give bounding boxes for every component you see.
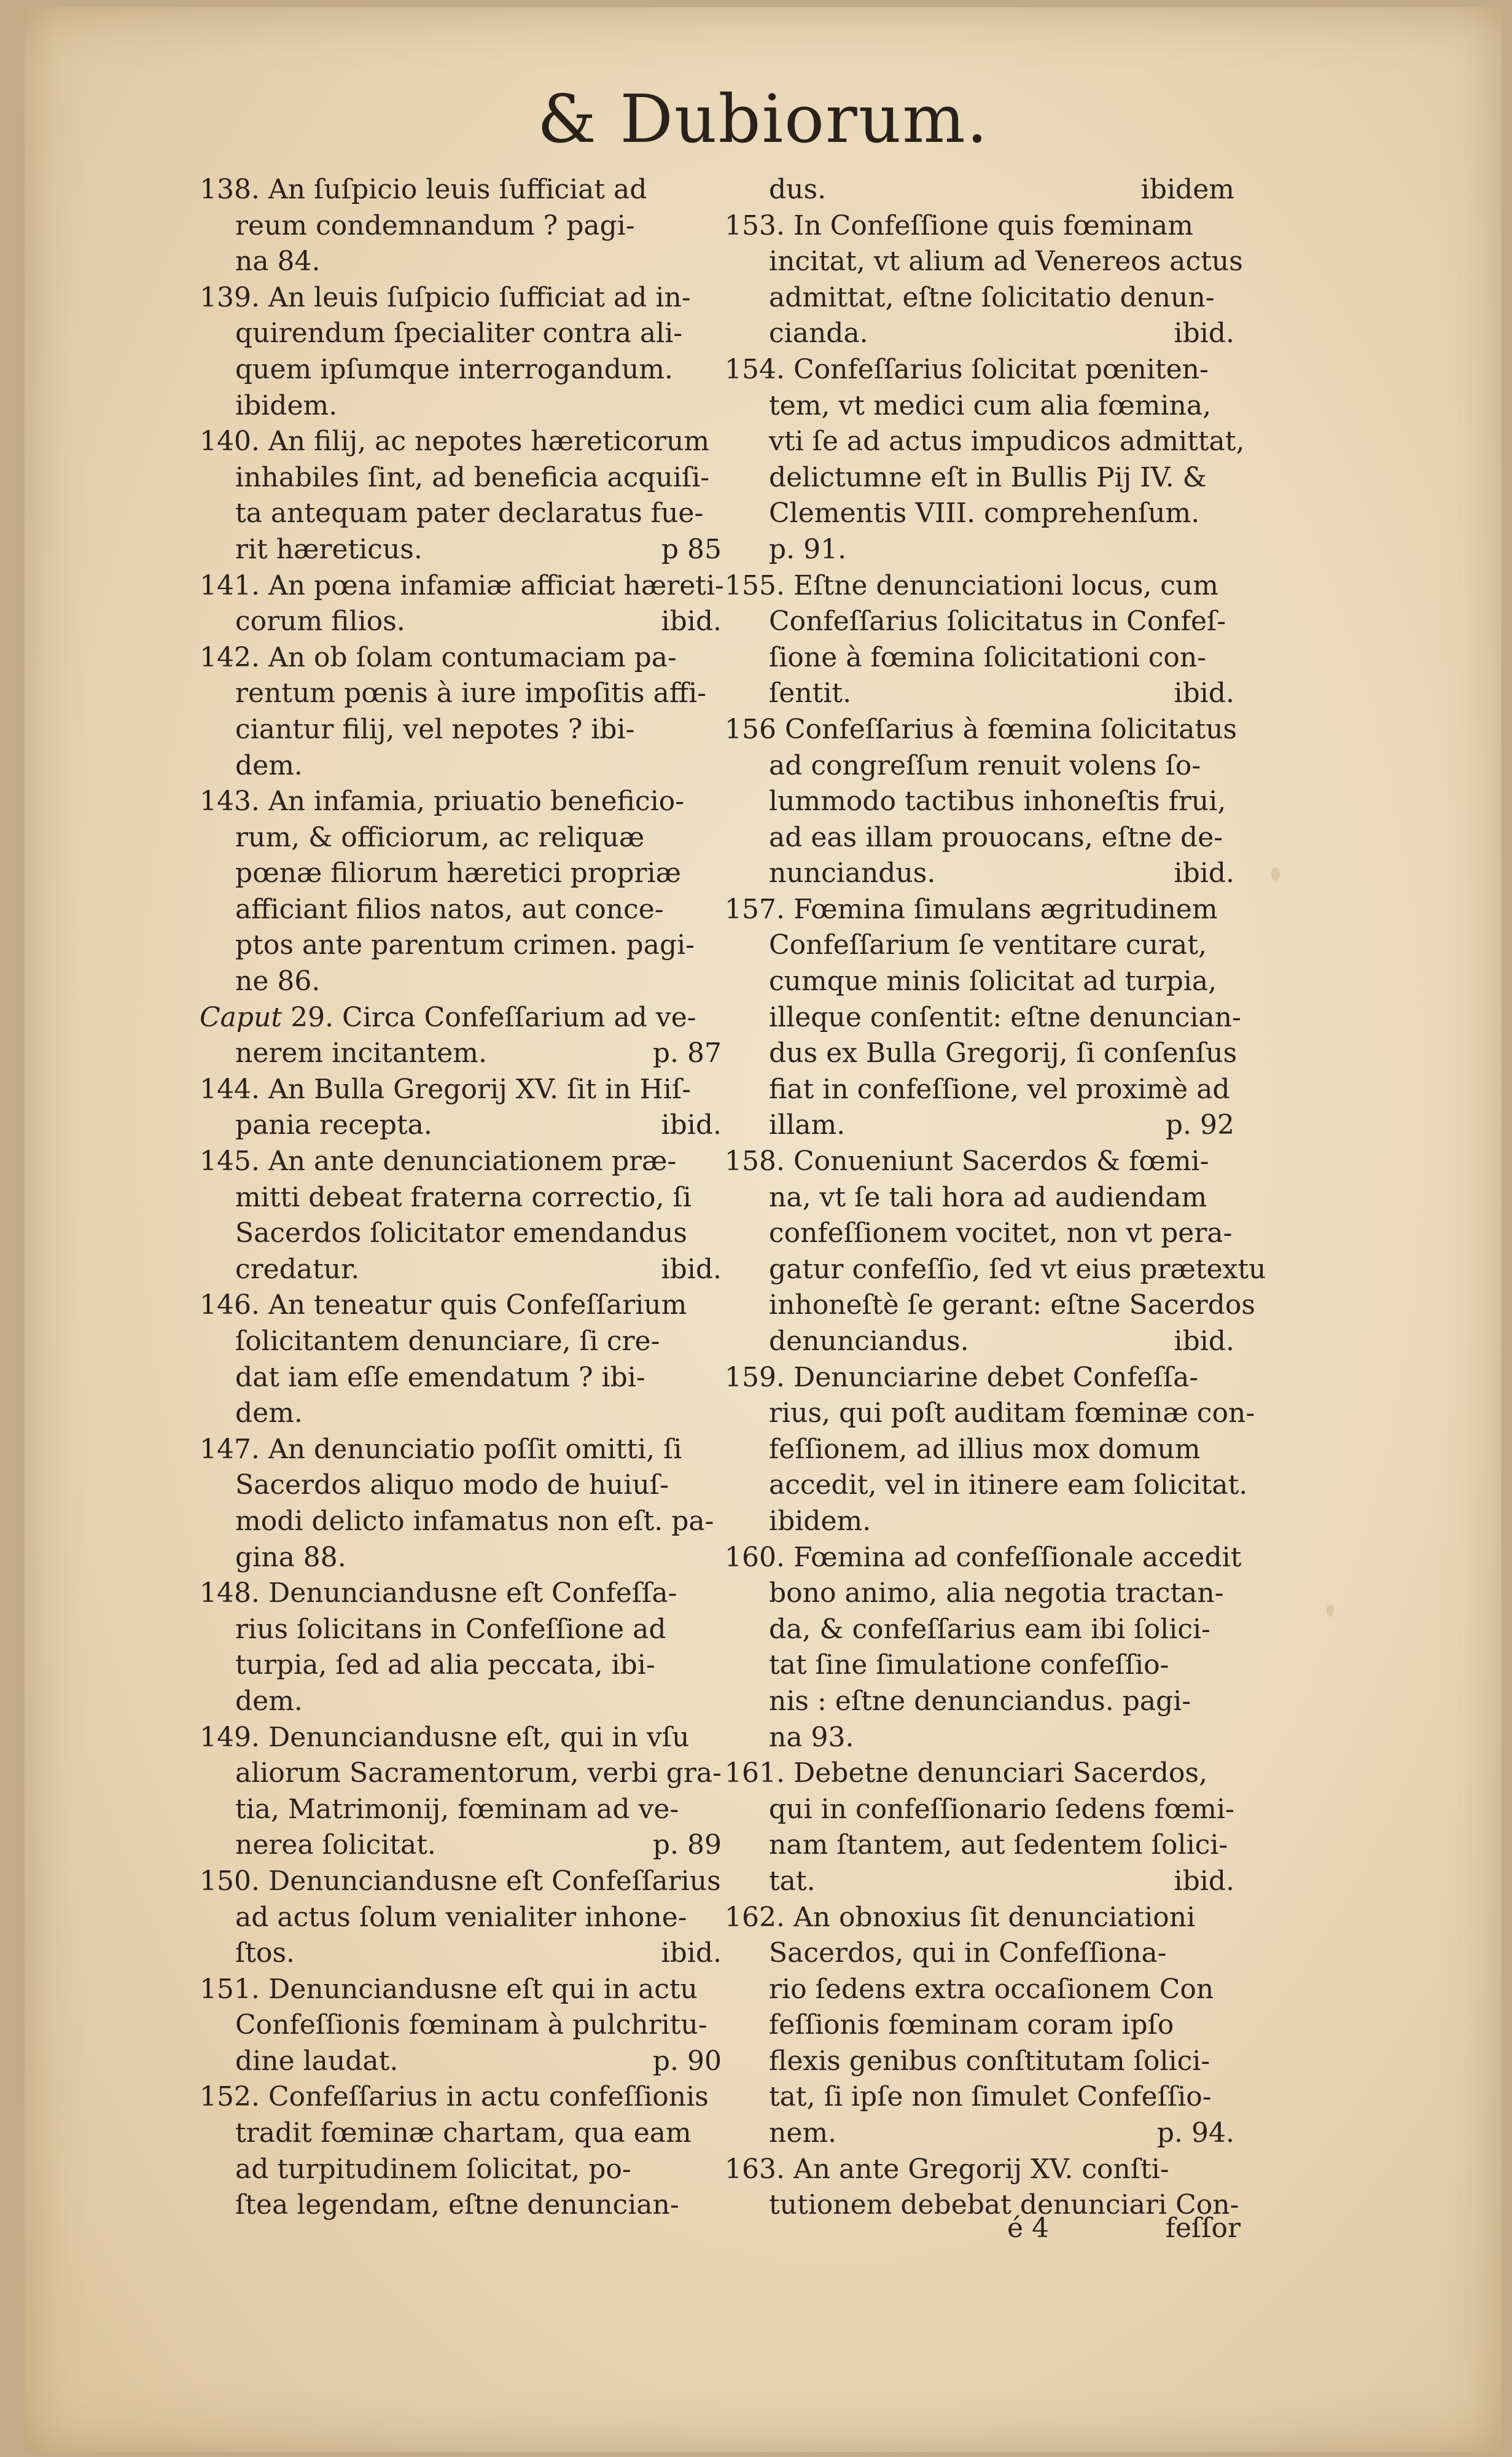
entry-text: mitti debeat fraterna correctio, ſi: [235, 1181, 692, 1213]
entry-line: [200, 316, 722, 352]
book-page: [25, 7, 1502, 2452]
index-entry: [725, 352, 1245, 568]
entry-text: 146. An teneatur quis Confeſſarium: [200, 1289, 687, 1321]
entry-line: [200, 1864, 722, 1900]
page-reference: ibid.: [1174, 1865, 1234, 1897]
entry-text: tutionem debebat denunciari Con-: [769, 2189, 1239, 2221]
entry-text: ta antequam pater declaratus fue-: [235, 498, 704, 529]
index-entry: [200, 1072, 722, 1144]
entry-text: confeſſionem vocitet, non vt pera-: [769, 1217, 1233, 1249]
chapter-heading: [200, 1000, 722, 1072]
entry-text: na 93.: [769, 1721, 854, 1753]
index-entry: [725, 892, 1241, 1144]
entry-line: [725, 460, 1234, 496]
entry-text: Sacerdos ſolicitator emendandus: [235, 1217, 688, 1249]
entry-text: aliorum Sacramentorum, verbi gra-: [235, 1757, 722, 1789]
entry-line: [725, 1180, 1234, 1216]
entry-line: [725, 1827, 1234, 1864]
entry-text: 153. In Confeſſione quis fœminam: [725, 209, 1193, 241]
entry-line: [200, 1467, 722, 1504]
ink-spot: [1271, 867, 1280, 881]
entry-text: 150. Denunciandusne eſt Confeſſarius: [200, 1865, 721, 1897]
entry-line: [725, 1504, 1234, 1540]
entry-text: reum condemnandum ? pagi-: [235, 209, 635, 241]
entry-line: [725, 424, 1245, 460]
index-entry: [725, 568, 1234, 712]
entry-text: corum filios.: [235, 606, 405, 638]
entry-text: ibidem.: [235, 389, 338, 421]
entry-text: cumque minis ſolicitat ad turpia,: [769, 966, 1217, 998]
index-entry: [200, 1576, 722, 1719]
entry-text: lummodo tactibus inhoneſtis frui,: [769, 786, 1226, 818]
entry-text: pœnæ filiorum hæretici propriæ: [235, 857, 681, 889]
entry-text: 154. Confeſſarius ſolicitat pœniten-: [725, 353, 1209, 385]
entry-text: rius, qui poſt auditam fœminæ con-: [769, 1397, 1255, 1429]
entry-line: [200, 172, 722, 208]
entry-line: [200, 352, 722, 388]
entry-text: modi delicto infamatus non eſt. pa-: [235, 1505, 714, 1537]
entry-line: [200, 460, 722, 496]
entry-text: Confeſſionis fœminam à pulchritu-: [235, 2009, 707, 2041]
entry-line: [725, 1324, 1234, 1360]
entry-text: nam ſtantem, aut ſedentem ſolici-: [769, 1829, 1228, 1861]
entry-line: [725, 388, 1234, 424]
left-column: [200, 172, 722, 2224]
entry-line: [200, 1576, 722, 1612]
entry-line: [200, 244, 722, 280]
entry-text: 151. Denunciandusne eſt qui in actu: [200, 1973, 698, 2005]
entry-text: 162. An obnoxius ſit denunciationi: [725, 1901, 1196, 1933]
entry-text: 148. Denunciandusne eſt Confeſſa-: [200, 1577, 677, 1609]
entry-line: [725, 2044, 1234, 2080]
entry-text: dem.: [235, 1397, 303, 1429]
index-entry: [200, 1720, 722, 1864]
entry-line: [200, 2187, 722, 2224]
entry-line: [725, 964, 1234, 1000]
entry-text: nerea ſolicitat.: [235, 1829, 436, 1861]
entry-line: [200, 964, 722, 1000]
entry-line: [725, 856, 1234, 892]
entry-text: rentum pœnis à iure impoſitis affi-: [235, 678, 707, 709]
index-entry: [200, 1287, 722, 1431]
entry-text: feſſionem, ad illius mox domum: [769, 1433, 1201, 1465]
entry-line: [725, 1000, 1241, 1036]
index-entry: [200, 568, 722, 640]
entry-text: ad turpitudinem ſolicitat, po-: [235, 2153, 631, 2185]
page-reference: ibid.: [661, 1253, 722, 1285]
entry-line: [725, 1900, 1234, 1936]
signature-mark: é 4: [1007, 2213, 1050, 2244]
index-entry: [725, 712, 1237, 892]
entry-text: 163. An ante Gregorij XV. conſti-: [725, 2153, 1169, 2185]
entry-text: dine laudat.: [235, 2045, 399, 2077]
entry-line: [725, 784, 1234, 820]
entry-text: 140. An filij, ac nepotes hæreticorum: [200, 426, 710, 458]
entry-text: ſolicitantem denunciare, ſi cre-: [235, 1326, 660, 1357]
entry-text: dem.: [235, 1685, 303, 1717]
entry-line: [200, 1360, 722, 1396]
entry-text: turpia, ſed ad alia peccata, ibi-: [235, 1649, 655, 1681]
entry-text: dus.: [769, 174, 827, 205]
page-reference: ibid.: [1174, 318, 1234, 350]
entry-line: [200, 1324, 722, 1360]
entry-line: [725, 1072, 1234, 1108]
entry-line: [200, 2079, 722, 2115]
page-reference: ibid.: [661, 1937, 722, 1969]
page-reference: ibid.: [1174, 678, 1234, 709]
entry-line: [725, 928, 1234, 964]
entry-text: 138. An ſuſpicio leuis ſufficiat ad: [200, 174, 647, 205]
entry-text: flexis genibus conſtitutam ſolici-: [769, 2045, 1210, 2077]
entry-line: [725, 172, 1234, 208]
entry-text: quirendum ſpecialiter contra ali-: [235, 318, 683, 350]
entry-text: 149. Denunciandusne eſt, qui in vſu: [200, 1721, 690, 1753]
entry-line: [725, 820, 1234, 856]
entry-text: Caput 29. Circa Confeſſarium ad ve-: [200, 1001, 696, 1033]
entry-text: quem ipſumque interrogandum.: [235, 353, 674, 385]
entry-line: [725, 640, 1234, 676]
entry-line: [200, 856, 722, 892]
entry-text: 141. An pœna infamiæ afficiat hæreti-: [200, 569, 724, 601]
entry-text: 145. An ante denunciationem præ-: [200, 1146, 677, 1178]
entry-text: ad eas illam prouocans, eſtne de-: [769, 821, 1223, 853]
entry-line: [725, 1216, 1234, 1252]
entry-text: nunciandus.: [769, 857, 936, 889]
entry-line: [725, 2115, 1234, 2152]
right-column: [725, 172, 1266, 2224]
page-reference: p. 90: [652, 2045, 722, 2077]
entry-text: Sacerdos, qui in Confeſſiona-: [769, 1937, 1167, 1969]
index-entry: [725, 1360, 1255, 1540]
entry-line: [725, 1107, 1234, 1144]
index-entry: [200, 1432, 722, 1576]
entry-text: dem.: [235, 749, 303, 781]
entry-line: [725, 1972, 1234, 2008]
entry-line: [725, 1432, 1234, 1468]
entry-line: [200, 1180, 722, 1216]
entry-line: [200, 712, 722, 748]
entry-text: da, & confeſſarius eam ibi ſolici-: [769, 1613, 1210, 1645]
page-reference: ibid.: [1174, 1326, 1234, 1357]
entry-text: tradit fœminæ chartam, qua eam: [235, 2117, 692, 2149]
index-entry: [200, 1144, 722, 1287]
page-reference: p. 92: [1165, 1109, 1234, 1141]
entry-line: [200, 208, 722, 244]
entry-line: [200, 1972, 722, 2008]
entry-line: [725, 532, 1234, 568]
entry-text: ad congreſſum renuit volens ſo-: [769, 749, 1201, 781]
entry-text: 158. Conueniunt Sacerdos & fœmi-: [725, 1146, 1209, 1178]
entry-line: [200, 1396, 722, 1432]
entry-text: 142. An ob ſolam contumaciam pa-: [200, 641, 677, 673]
entry-line: [725, 280, 1234, 316]
entry-line: [725, 352, 1234, 388]
entry-text: 143. An infamia, priuatio beneficio-: [200, 786, 685, 818]
entry-line: [200, 388, 722, 424]
entry-line: [200, 1684, 722, 1720]
entry-line: [200, 1287, 722, 1324]
entry-text: 156 Confeſſarius à fœmina ſolicitatus: [725, 713, 1237, 745]
entry-text: nis : eſtne denunciandus. pagi-: [769, 1685, 1191, 1717]
entry-line: [200, 2152, 722, 2188]
entry-line: [200, 784, 722, 820]
entry-line: [725, 1036, 1237, 1072]
entry-text: 155. Eſtne denunciationi locus, cum: [725, 569, 1219, 601]
entry-text: admittat, eſtne ſolicitatio denun-: [769, 281, 1215, 313]
entry-line: [725, 2079, 1234, 2115]
entry-line: [200, 1252, 722, 1288]
entry-line: [725, 1360, 1234, 1396]
entry-line: [725, 1576, 1234, 1612]
entry-line: [200, 1107, 722, 1144]
entry-line: [200, 1827, 722, 1864]
entry-text: ibidem.: [769, 1505, 871, 1537]
entry-line: [725, 1252, 1266, 1288]
entry-line: [200, 1504, 722, 1540]
entry-text: rio ſedens extra occaſionem Con: [769, 1973, 1214, 2005]
page-reference: p. 89: [652, 1829, 722, 1861]
entry-text: Sacerdos aliquo modo de huiuſ-: [235, 1469, 669, 1501]
index-entry: [200, 1864, 722, 1972]
entry-line: [725, 604, 1234, 640]
entry-line: [200, 928, 722, 964]
entry-text: 147. An denunciatio poſſit omitti, ſi: [200, 1433, 682, 1465]
entry-text: inhoneſtè ſe gerant: eſtne Sacerdos: [769, 1289, 1255, 1321]
index-entry: [200, 784, 722, 1000]
page-reference: p 85: [661, 533, 722, 565]
page-reference: p. 87: [652, 1037, 722, 1069]
entry-text: vti ſe ad actus impudicos admittat,: [769, 426, 1245, 458]
entry-text: gatur confeſſio, ſed vt eius prætextu: [769, 1253, 1266, 1285]
entry-line: [200, 1756, 722, 1792]
entry-text: cianda.: [769, 318, 868, 350]
entry-line: [725, 2187, 1239, 2224]
entry-text: illam.: [769, 1109, 846, 1141]
entry-line: [200, 280, 722, 316]
entry-line: [200, 1612, 722, 1648]
entry-text: feſſionis fœminam coram ipſo: [769, 2009, 1174, 2041]
entry-line: [725, 1647, 1234, 1684]
entry-text: dat iam eſſe emendatum ? ibi-: [235, 1361, 645, 1393]
entry-line: [200, 892, 722, 928]
entry-line: [200, 1216, 722, 1252]
entry-text: rius ſolicitans in Confeſſione ad: [235, 1613, 666, 1645]
entry-text: ad actus ſolum venialiter inhone-: [235, 1901, 687, 1933]
entry-line: [200, 568, 722, 604]
entry-text: tia, Matrimonij, fœminam ad ve-: [235, 1793, 679, 1825]
running-header: & Dubiorum.: [537, 81, 989, 158]
entry-text: nerem incitantem.: [235, 1037, 487, 1069]
entry-line: [725, 1396, 1255, 1432]
entry-text: 152. Confeſſarius in actu confeſſionis: [200, 2081, 709, 2113]
entry-text: 139. An leuis ſuſpicio ſufficiat ad in-: [200, 281, 691, 313]
entry-text: tat, ſi ipſe non ſimulet Confeſſio-: [769, 2081, 1212, 2113]
entry-text: 157. Fœmina ſimulans ægritudinem: [725, 893, 1218, 925]
page-reference: p. 94.: [1156, 2117, 1234, 2149]
entry-line: [200, 1720, 722, 1756]
entry-line: [200, 1144, 722, 1180]
entry-line: [725, 712, 1237, 748]
index-entry: [725, 1540, 1242, 1756]
entry-text: ne 86.: [235, 966, 321, 998]
index-entry: [200, 424, 722, 568]
entry-line: [725, 1936, 1234, 1972]
page-reference: ibid.: [661, 1109, 722, 1141]
entry-text: ſentit.: [769, 678, 852, 709]
entry-text: credatur.: [235, 1253, 360, 1285]
entry-text: Confeſſarium ſe ventitare curat,: [769, 929, 1207, 961]
entry-line: [200, 748, 722, 784]
entry-line: [725, 208, 1234, 244]
entry-text: delictumne eſt in Bullis Pij IV. &: [769, 461, 1207, 493]
entry-line: [725, 568, 1234, 604]
entry-line: [725, 2007, 1234, 2044]
index-entry: [200, 280, 722, 424]
entry-line: [725, 1792, 1234, 1828]
entry-line: [725, 1612, 1234, 1648]
entry-line: [200, 1900, 722, 1936]
entry-text: ſtos.: [235, 1937, 295, 1969]
entry-text: tat.: [769, 1865, 816, 1897]
entry-line: [725, 2152, 1234, 2188]
entry-line: [200, 1792, 722, 1828]
entry-text: tem, vt medici cum alia fœmina,: [769, 389, 1212, 421]
page-reference: ibid.: [661, 606, 722, 638]
entry-line: [200, 1936, 722, 1972]
entry-line: [200, 424, 722, 460]
entry-text: p. 91.: [769, 533, 847, 565]
entry-line: [725, 1144, 1234, 1180]
entry-text: pania recepta.: [235, 1109, 432, 1141]
entry-line: [200, 532, 722, 568]
entry-text: Clementis VIII. comprehenſum.: [769, 498, 1200, 529]
entry-line: [200, 1072, 722, 1108]
index-entry: [725, 1756, 1234, 1899]
entry-text: denunciandus.: [769, 1326, 969, 1357]
entry-text: ſtea legendam, eſtne denuncian-: [235, 2189, 679, 2221]
entry-text: 159. Denunciarine debet Confeſſa-: [725, 1361, 1199, 1393]
entry-line: [200, 820, 722, 856]
entry-text: inhabiles ſint, ad beneficia acquiſi-: [235, 461, 710, 493]
entry-text: na 84.: [235, 246, 321, 278]
entry-text: accedit, vel in itinere eam ſolicitat.: [769, 1469, 1248, 1501]
entry-line: [725, 1540, 1242, 1576]
index-entry: [725, 2152, 1239, 2224]
entry-line: [725, 1684, 1234, 1720]
entry-line: [725, 1467, 1248, 1504]
entry-text: dus ex Bulla Gregorij, ſi conſenſus: [769, 1037, 1237, 1069]
entry-text: ciantur filij, vel nepotes ? ibi-: [235, 713, 635, 745]
index-entry: [200, 2079, 722, 2223]
entry-text: incitat, vt alium ad Venereos actus: [769, 246, 1243, 278]
entry-line: [200, 496, 722, 532]
entry-line: [725, 496, 1234, 532]
entry-text: nem.: [769, 2117, 837, 2149]
entry-text: rit hæreticus.: [235, 533, 423, 565]
entry-line: [725, 892, 1234, 928]
index-entry: [725, 1144, 1266, 1360]
page-reference: ibidem: [1140, 174, 1234, 205]
entry-text: Confeſſarius ſolicitatus in Confeſ-: [769, 606, 1226, 638]
entry-line: [200, 676, 722, 712]
catchword: feſſor: [1165, 2213, 1241, 2244]
page-reference: ibid.: [1174, 857, 1234, 889]
entry-text: bono animo, alia negotia tractan-: [769, 1577, 1224, 1609]
entry-line: [200, 1000, 722, 1036]
entry-line: [725, 244, 1243, 280]
entry-text: na, vt ſe tali hora ad audiendam: [769, 1181, 1207, 1213]
entry-text: rum, & officiorum, ac reliquæ: [235, 821, 645, 853]
entry-line: [725, 1720, 1234, 1756]
entry-text: gina 88.: [235, 1541, 346, 1573]
index-entry: [200, 1972, 722, 2080]
entry-line: [200, 2115, 722, 2152]
entry-line: [725, 1287, 1255, 1324]
ink-spot: [1327, 1604, 1334, 1617]
index-entry: [200, 172, 722, 280]
entry-text: 161. Debetne denunciari Sacerdos,: [725, 1757, 1208, 1789]
entry-line: [200, 2007, 722, 2044]
entry-line: [200, 1647, 722, 1684]
entry-text: tat ſine ſimulatione confeſſio-: [769, 1649, 1169, 1681]
entry-line: [200, 640, 722, 676]
entry-line: [725, 1864, 1234, 1900]
entry-line: [725, 1756, 1234, 1792]
index-entry: [725, 208, 1243, 352]
entry-line: [200, 1036, 722, 1072]
entry-text: 144. An Bulla Gregorij XV. ſit in Hiſ-: [200, 1073, 692, 1105]
entry-line: [725, 748, 1234, 784]
index-entry: [200, 640, 722, 784]
entry-text: ſione à fœmina ſolicitationi con-: [769, 641, 1207, 673]
entry-line: [725, 316, 1234, 352]
entry-text: fiat in confeſſione, vel proximè ad: [769, 1073, 1230, 1105]
entry-line: [200, 604, 722, 640]
index-entry: [725, 1900, 1234, 2152]
entry-text: afficiant filios natos, aut conce-: [235, 893, 664, 925]
entry-line: [200, 1432, 722, 1468]
entry-line: [200, 1540, 722, 1576]
index-entry: [725, 172, 1234, 208]
entry-line: [725, 676, 1234, 712]
entry-line: [200, 2044, 722, 2080]
entry-text: ptos ante parentum crimen. pagi-: [235, 929, 695, 961]
entry-text: illeque conſentit: eſtne denuncian-: [769, 1001, 1241, 1033]
entry-text: qui in confeſſionario ſedens fœmi-: [769, 1793, 1234, 1825]
entry-text: 160. Fœmina ad confeſſionale accedit: [725, 1541, 1242, 1573]
